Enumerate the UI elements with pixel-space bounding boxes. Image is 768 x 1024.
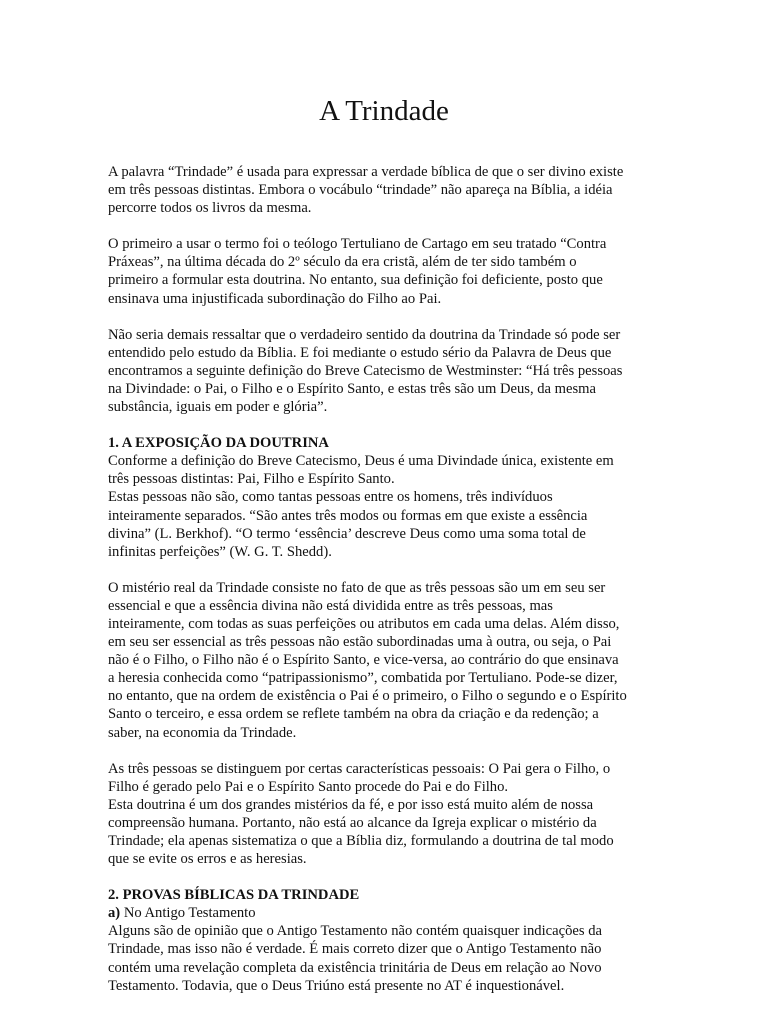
intro-paragraph-3: Não seria demais ressaltar que o verdadeiro sentido da doutrina da Trindade só pode ser entendido pelo estudo da Bíblia. E foi mediante o estudo sério da Palavra de Deus que encontramos a seguinte definição do Breve Catecismo de Westminster: “Há três pessoas na Divindade: o Pai, o Filho e o Espírito Santo, e estas três são um Deus, da mesma substância, iguais em poder e glória”. [108, 326, 623, 416]
section-1-heading: 1. A EXPOSIÇÃO DA DOUTRINA [108, 435, 329, 452]
section-1-paragraph-2: O mistério real da Trindade consiste no fato de que as três pessoas são um em seu ser essencial e que a essência divina não está dividida entre as três pessoas, mas inteiramente, com todas as suas perfeições ou atributos em cada uma delas. Além disso, em seu ser essencial as três pessoas não estão subordinadas uma à outra, ou seja, o Pai não é o Filho, o Filho não é o Espírito Santo, e vice-versa, ao contrário do que ensinava a heresia conhecida como “patripassionismo”, combatida por Tertuliano. Pode-se dizer, no entanto, que na ordem de existência o Pai é o primeiro, o Filho o segundo e o Espírito Santo o terceiro, e essa ordem se reflete também na obra da criação e da redenção; a saber, na economia da Trindade. [108, 579, 627, 741]
section-2-heading: 2. PROVAS BÍBLICAS DA TRINDADE [108, 887, 360, 904]
intro-paragraph-2: O primeiro a usar o termo foi o teólogo Tertuliano de Cartago em seu tratado “Contra Práxeas”, na última década do 2º século da era cristã, além de ter sido também o primeiro a formular esta doutrina. No entanto, sua definição foi deficiente, posto que ensinava uma injustificada subordinação do Filho ao Pai. [108, 236, 607, 307]
subheading-marker: a) [108, 905, 121, 922]
document-title: A Trindade [319, 95, 449, 127]
document-body [108, 163, 664, 995]
intro-paragraph-1: A palavra “Trindade” é usada para expressar a verdade bíblica de que o ser divino existe em três pessoas distintas. Embora o vocábulo “trindade” não apareça na Bíblia, a idéia percorre todos os livros da mesma. [108, 164, 624, 217]
section-1-paragraph-1: Conforme a definição do Breve Catecismo, Deus é uma Divindade única, existente em três pessoas distintas: Pai, Filho e Espírito Santo. Estas pessoas não são, como tantas pessoas entre os homens, três indivíduos inteiramente separados. “São antes três modos ou formas em que existe a essência divina” (L. Berkhof). “O termo ‘essência’ descreve Deus como uma soma total de infinitas perfeições” (W. G. T. Shedd). [108, 453, 614, 560]
section-1-paragraph-3: As três pessoas se distinguem por certas características pessoais: O Pai gera o Filho, o Filho é gerado pelo Pai e o Espírito Santo procede do Pai e do Filho. Esta doutrina é um dos grandes mistérios da fé, e por isso está muito além de nossa compreensão humana. Portanto, não está ao alcance da Igreja explicar o mistério da Trindade; ela apenas sistematiza o que a Bíblia diz, formulando a doutrina de tal modo que se evite os erros e as heresias. [108, 760, 614, 868]
subheading-label: No Antigo Testamento [123, 905, 256, 922]
section-2-subheading [108, 904, 664, 922]
section-2-paragraph-1: Alguns são de opinião que o Antigo Testamento não contém quaisquer indicações da Trindade, mas isso não é verdade. É mais correto dizer que o Antigo Testamento não contém uma revelação completa da existência trinitária de Deus em relação ao Novo Testamento. Todavia, que o Deus Triúno está presente no AT é inquestionável. [108, 923, 602, 994]
